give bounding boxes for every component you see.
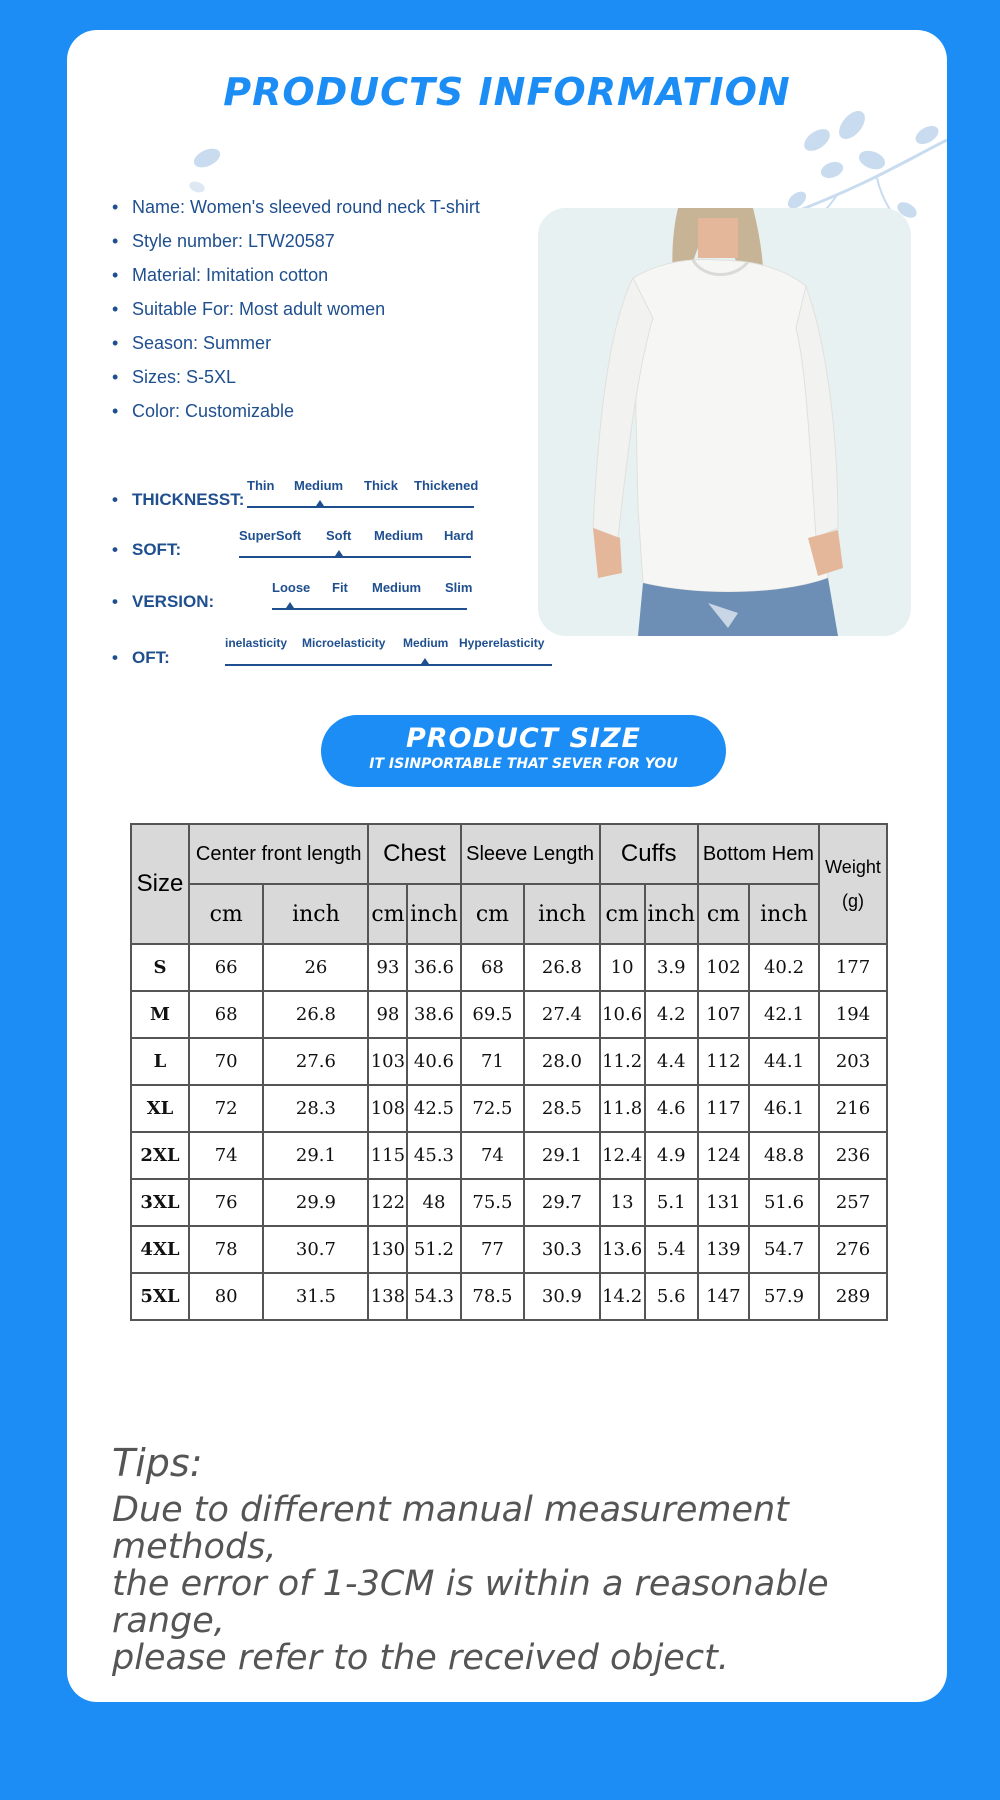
tips-line: the error of 1-3CM is within a reasonable range, [112,1564,829,1641]
table-cell: 40.6 [407,1038,460,1085]
table-cell: 74 [461,1132,525,1179]
header-cuffs: Cuffs [600,824,698,884]
table-row [131,1085,887,1132]
thickness-label: • THICKNESST: [112,490,244,510]
table-cell: 48 [407,1179,460,1226]
table-cell: 130 [368,1226,407,1273]
table-cell: 42.5 [407,1085,460,1132]
table-cell: 26.8 [263,991,368,1038]
table-row [131,1226,887,1273]
info-name: • Name: Women's sleeved round neck T-shirt [112,190,480,224]
soft-label: • SOFT: [112,540,181,560]
table-cell: 28.0 [524,1038,599,1085]
thickness-option: Thick [364,478,398,493]
table-cell: 216 [819,1085,887,1132]
header-sleeve-length: Sleeve Length [461,824,600,884]
table-cell: 57.9 [749,1273,819,1320]
oft-selected-marker [421,658,429,664]
header-unit-cm: cm [461,884,525,944]
product-photo [538,208,911,636]
table-cell: 46.1 [749,1085,819,1132]
table-cell: 30.3 [524,1226,599,1273]
product-info-card [67,30,947,1702]
table-cell: 75.5 [461,1179,525,1226]
header-unit-inch: inch [263,884,368,944]
table-cell: 30.9 [524,1273,599,1320]
thickness-selected-marker [316,500,324,506]
table-cell: 78.5 [461,1273,525,1320]
table-row [131,1038,887,1085]
table-cell: 13.6 [600,1226,645,1273]
table-cell: 78 [189,1226,263,1273]
table-cell: 147 [698,1273,749,1320]
header-unit-inch: inch [524,884,599,944]
table-cell: 12.4 [600,1132,645,1179]
info-style-number: • Style number: LTW20587 [112,224,480,258]
table-cell: 14.2 [600,1273,645,1320]
table-cell: 36.6 [407,944,460,991]
header-unit-inch: inch [407,884,460,944]
table-cell: 194 [819,991,887,1038]
table-cell: 66 [189,944,263,991]
header-chest: Chest [368,824,460,884]
table-cell: 29.1 [263,1132,368,1179]
oft-option: Microelasticity [302,636,386,650]
table-cell: 42.1 [749,991,819,1038]
version-option: Slim [445,580,473,595]
table-cell: 13 [600,1179,645,1226]
table-cell: 29.7 [524,1179,599,1226]
tips-body [112,1492,922,1677]
size-cell: XL [131,1085,189,1132]
table-cell: 138 [368,1273,407,1320]
oft-option: Hyperelasticity [459,636,545,650]
table-cell: 48.8 [749,1132,819,1179]
table-cell: 72 [189,1085,263,1132]
size-cell: M [131,991,189,1038]
table-cell: 30.7 [263,1226,368,1273]
table-cell: 177 [819,944,887,991]
table-cell: 80 [189,1273,263,1320]
table-cell: 71 [461,1038,525,1085]
soft-scale [239,528,474,558]
info-sizes: • Sizes: S-5XL [112,360,480,394]
table-cell: 4.6 [645,1085,698,1132]
version-selected-marker [286,602,294,608]
table-cell: 29.9 [263,1179,368,1226]
table-cell: 40.2 [749,944,819,991]
product-size-subtitle: IT ISINPORTABLE THAT SEVER FOR YOU [369,756,678,772]
info-suitable-for: • Suitable For: Most adult women [112,292,480,326]
version-option: Fit [332,580,348,595]
version-option: Medium [372,580,422,595]
size-cell: 4XL [131,1226,189,1273]
table-cell: 51.2 [407,1226,460,1273]
version-scale [272,580,473,610]
version-option: Loose [272,580,311,595]
table-cell: 51.6 [749,1179,819,1226]
oft-label: • OFT: [112,648,170,668]
model-tshirt-image [538,208,911,636]
header-weight [819,824,887,944]
size-table-body [131,944,887,1320]
size-cell: S [131,944,189,991]
info-season: • Season: Summer [112,326,480,360]
table-cell: 26.8 [524,944,599,991]
table-cell: 38.6 [407,991,460,1038]
table-cell: 69.5 [461,991,525,1038]
table-row [131,944,887,991]
header-unit-inch: inch [749,884,819,944]
header-unit-cm: cm [600,884,645,944]
table-cell: 107 [698,991,749,1038]
table-cell: 5.4 [645,1226,698,1273]
table-cell: 108 [368,1085,407,1132]
table-cell: 102 [698,944,749,991]
table-cell: 257 [819,1179,887,1226]
size-cell: L [131,1038,189,1085]
header-unit-cm: cm [189,884,263,944]
tips-line: Due to different manual measurement methods, [112,1490,789,1567]
soft-option: SuperSoft [239,528,302,543]
info-color: • Color: Customizable [112,394,480,428]
header-unit-inch: inch [645,884,698,944]
header-weight-unit: (g) [842,891,864,911]
table-cell: 28.5 [524,1085,599,1132]
table-cell: 236 [819,1132,887,1179]
thickness-option: Thin [247,478,275,493]
table-cell: 68 [461,944,525,991]
table-cell: 117 [698,1085,749,1132]
soft-option: Medium [374,528,424,543]
oft-scale [225,636,552,666]
table-cell: 203 [819,1038,887,1085]
product-size-banner [321,715,726,787]
table-cell: 98 [368,991,407,1038]
product-info-list [112,190,480,428]
oft-option: inelasticity [225,636,288,650]
header-bottom-hem: Bottom Hem [698,824,819,884]
table-cell: 4.2 [645,991,698,1038]
table-cell: 70 [189,1038,263,1085]
soft-option: Hard [444,528,474,543]
table-row [131,1179,887,1226]
table-cell: 27.4 [524,991,599,1038]
table-cell: 11.8 [600,1085,645,1132]
tips-line: please refer to the received object. [112,1638,729,1678]
info-material: • Material: Imitation cotton [112,258,480,292]
table-cell: 31.5 [263,1273,368,1320]
soft-option: Soft [326,528,352,543]
table-cell: 139 [698,1226,749,1273]
table-cell: 28.3 [263,1085,368,1132]
header-center-front-length: Center front length [189,824,368,884]
header-unit-cm: cm [368,884,407,944]
table-cell: 10 [600,944,645,991]
tips-section [112,1440,922,1677]
soft-selected-marker [335,550,343,556]
table-cell: 26 [263,944,368,991]
table-cell: 27.6 [263,1038,368,1085]
size-chart-table [130,823,888,1321]
thickness-scale [247,478,479,508]
version-label: • VERSION: [112,592,214,612]
header-weight-label: Weight [825,857,881,877]
table-cell: 93 [368,944,407,991]
page-title: PRODUCTS INFORMATION [223,70,791,114]
tips-title: Tips: [112,1441,203,1485]
table-cell: 124 [698,1132,749,1179]
table-cell: 4.9 [645,1132,698,1179]
table-cell: 5.6 [645,1273,698,1320]
oft-option: Medium [403,636,449,650]
size-cell: 5XL [131,1273,189,1320]
table-cell: 54.3 [407,1273,460,1320]
table-cell: 68 [189,991,263,1038]
table-cell: 131 [698,1179,749,1226]
table-cell: 5.1 [645,1179,698,1226]
table-cell: 122 [368,1179,407,1226]
table-cell: 76 [189,1179,263,1226]
table-cell: 276 [819,1226,887,1273]
table-cell: 289 [819,1273,887,1320]
table-cell: 115 [368,1132,407,1179]
table-cell: 11.2 [600,1038,645,1085]
table-cell: 29.1 [524,1132,599,1179]
thickness-option: Thickened [414,478,479,493]
table-cell: 4.4 [645,1038,698,1085]
product-size-title: PRODUCT SIZE [405,723,641,754]
table-cell: 112 [698,1038,749,1085]
table-row [131,1273,887,1320]
size-cell: 3XL [131,1179,189,1226]
thickness-option: Medium [294,478,344,493]
table-cell: 103 [368,1038,407,1085]
table-cell: 72.5 [461,1085,525,1132]
table-cell: 45.3 [407,1132,460,1179]
table-row [131,991,887,1038]
table-cell: 44.1 [749,1038,819,1085]
table-cell: 10.6 [600,991,645,1038]
header-unit-cm: cm [698,884,749,944]
table-cell: 74 [189,1132,263,1179]
table-cell: 77 [461,1226,525,1273]
table-row [131,1132,887,1179]
table-cell: 54.7 [749,1226,819,1273]
header-size: Size [131,824,189,944]
table-cell: 3.9 [645,944,698,991]
size-cell: 2XL [131,1132,189,1179]
